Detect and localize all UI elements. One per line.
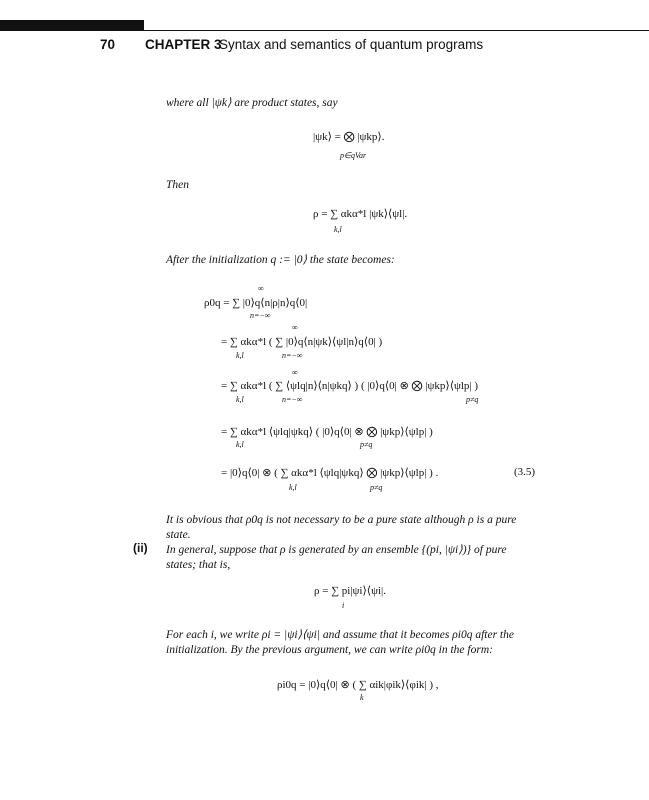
equation-ensemble: ρ = ∑ pi|ψi⟩⟨ψi|. [314, 585, 386, 597]
equation-rho-i0-sub: k [360, 693, 364, 702]
paragraph-6: For each i, we write ρi = |ψi⟩⟨ψi| and assume that it becomes ρi0q after the initialization. By the previous argument, we can write ρi0q in the form: [166, 629, 514, 656]
eq3-line2-sup: ∞ [292, 323, 298, 332]
eq3-line1-sup: ∞ [258, 284, 264, 293]
eq3-line3-sup: ∞ [292, 368, 298, 377]
equation-3-5-line-1: ρ0q = ∑ |0⟩q⟨n|ρ|n⟩q⟨0| [204, 297, 308, 309]
paragraph-1: where all |ψk⟩ are product states, say [166, 97, 338, 109]
paragraph-3: After the initialization q := |0⟩ the state becomes: [166, 254, 395, 266]
eq3-line5-sub-p: p≠q [370, 483, 383, 492]
paragraph-2: Then [166, 179, 189, 191]
equation-product-state: |ψk⟩ = ⨂ |ψkp⟩. [313, 131, 385, 143]
chapter-label: CHAPTER 3 [145, 37, 222, 52]
equation-ensemble-sub: i [342, 601, 345, 610]
equation-3-5-line-2: = ∑ αkα*l ( ∑ |0⟩q⟨n|ψk⟩⟨ψl|n⟩q⟨0| ) [221, 336, 383, 348]
equation-number: (3.5) [514, 466, 536, 478]
eq3-line5-sub-kl: k,l [289, 483, 297, 492]
equation-rho-i0: ρi0q = |0⟩q⟨0| ⊗ ( ∑ αik|φik⟩⟨φik| ) , [277, 679, 439, 691]
list-item-label: (ii) [133, 541, 148, 555]
paragraph-5: In general, suppose that ρ is generated by an ensemble {(pi, |ψi⟩)} of pure states; that is, [166, 544, 507, 571]
eq3-line2-sub-kl: k,l [236, 351, 244, 360]
eq3-line4-sub-kl: k,l [236, 440, 244, 449]
eq3-line1-sub: n=−∞ [250, 311, 271, 320]
header-bar [0, 20, 144, 31]
equation-product-state-sub: p∈qVar [340, 151, 367, 160]
equation-3-5-line-5: = |0⟩q⟨0| ⊗ ( ∑ αkα*l ⟨ψlq|ψkq⟩ ⨂ |ψkp⟩⟨ψlp| ) . [221, 467, 439, 479]
page-number: 70 [100, 37, 116, 52]
equation-3-5-line-3: = ∑ αkα*l ( ∑ ⟨ψlq|n⟩⟨n|ψkq⟩ ) ( |0⟩q⟨0| ⊗ ⨂ |ψkp⟩⟨ψlp| ) [221, 380, 479, 392]
eq3-line3-sub-kl: k,l [236, 395, 244, 404]
equation-3-5-line-4: = ∑ αkα*l ⟨ψlq|ψkq⟩ ( |0⟩q⟨0| ⊗ ⨂ |ψkp⟩⟨ψlp| ) [221, 426, 433, 438]
paragraph-4: It is obvious that ρ0q is not necessary to be a pure state although ρ is a pure state. [166, 514, 517, 541]
equation-rho: ρ = ∑ αkα*l |ψk⟩⟨ψl|. [313, 208, 408, 220]
chapter-title: Syntax and semantics of quantum programs [219, 37, 484, 52]
header-rule [144, 30, 649, 31]
equation-rho-sub: k,l [334, 225, 342, 234]
eq3-line3-sub-n: n=−∞ [282, 395, 303, 404]
eq3-line2-sub-n: n=−∞ [282, 351, 303, 360]
eq3-line3-sub-p: p≠q [466, 395, 479, 404]
eq3-line4-sub-p: p≠q [360, 440, 373, 449]
